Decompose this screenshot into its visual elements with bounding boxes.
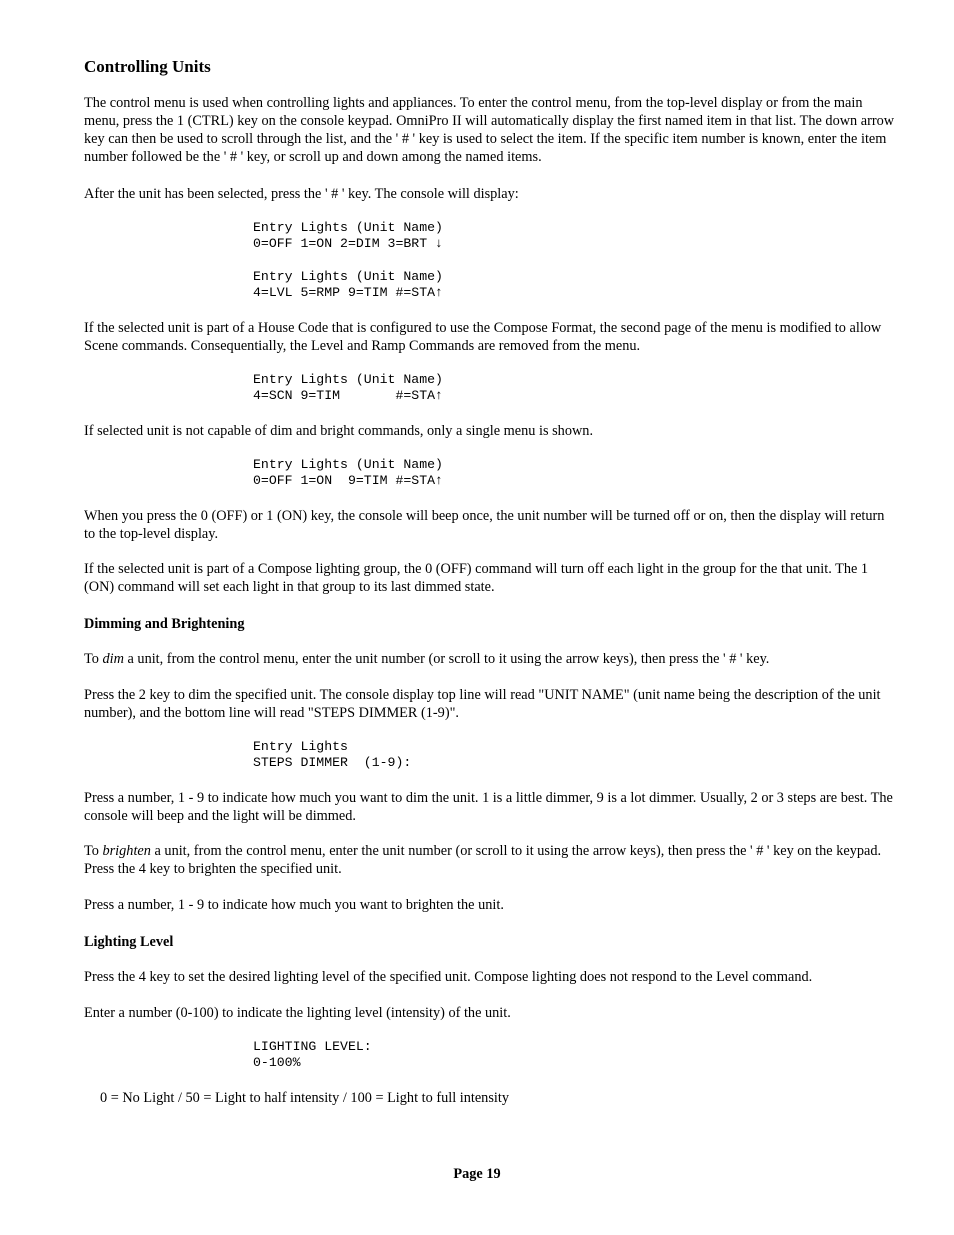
paragraph-compose-group: If the selected unit is part of a Compose lighting group, the 0 (OFF) command will turn off each light in the group for the that unit. The 1 (ON) command will set each light in that group to its last dimmed state. (84, 561, 869, 595)
console-display-4: Entry Lights (Unit Name) 0=OFF 1=ON 9=TIM #=STA↑ (253, 457, 443, 488)
paragraph-dim: To dim a unit, from the control menu, enter the unit number (or scroll to it using the arrow keys), then press the ' # ' key. (84, 651, 770, 667)
console-display-3: Entry Lights (Unit Name) 4=SCN 9=TIM #=STA↑ (253, 372, 443, 403)
paragraph-level-number: Enter a number (0-100) to indicate the lighting level (intensity) of the unit. (84, 1005, 511, 1021)
paragraph-dim-steps: Press a number, 1 - 9 to indicate how much you want to dim the unit. 1 is a little dimmer, 9 is a lot dimmer. Usually, 2 or 3 steps are best. The console will beep and the light will be dimmed. (84, 790, 893, 824)
paragraph-unit-selected: After the unit has been selected, press the ' # ' key. The console will display: (84, 186, 519, 202)
console-display-6: LIGHTING LEVEL: 0-100% (253, 1039, 372, 1070)
paragraph-off-on: When you press the 0 (OFF) or 1 (ON) key, the console will beep once, the unit number will be turned off or on, then the display will return to the top-level display. (84, 508, 885, 542)
paragraph-brighten: To brighten a unit, from the control menu, enter the unit number (or scroll to it using the arrow keys), then press the ' # ' key on the keypad. Press the 4 key to brighten the specified unit. (84, 843, 882, 877)
console-display-1: Entry Lights (Unit Name) 0=OFF 1=ON 2=DIM 3=BRT ↓ (253, 220, 443, 251)
paragraph-level-key: Press the 4 key to set the desired lighting level of the specified unit. Compose lighting does not respond to the Level command. (84, 969, 813, 985)
console-display-2: Entry Lights (Unit Name) 4=LVL 5=RMP 9=TIM #=STA↑ (253, 269, 443, 300)
paragraph-dim-key: Press the 2 key to dim the specified unit. The console display top line will read "UNIT NAME" (unit name being the description of the unit number), and the bottom line will read "STEPS DIMMER (1-9)". (84, 687, 881, 721)
console-display-5: Entry Lights STEPS DIMMER (1-9): (253, 739, 412, 770)
paragraph-compose-format: If the selected unit is part of a House Code that is configured to use the Compose Format, the second page of the menu is modified to allow Scene commands. Consequentially, the Level and Ramp Commands are removed from the menu. (84, 320, 882, 354)
paragraph-brighten-steps: Press a number, 1 - 9 to indicate how much you want to brighten the unit. (84, 897, 504, 913)
section-title: Controlling Units (84, 57, 211, 76)
heading-dimming: Dimming and Brightening (84, 616, 245, 632)
heading-lighting-level: Lighting Level (84, 934, 174, 950)
page-number: Page 19 (453, 1166, 501, 1182)
paragraph-single-menu: If selected unit is not capable of dim and bright commands, only a single menu is shown. (84, 423, 594, 439)
paragraph-control-menu: The control menu is used when controlling lights and appliances. To enter the control menu, from the top-level display or from the main menu, press the 1 (CTRL) key on the console keypad. OmniPro II will automatically display the first named item in that list. The down arrow key can then be used to scroll through the list, and the ' # ' key is used to select the item. If the specific item number is known, enter the item number followed be the ' # ' key, or scroll up and down among the named items. (84, 95, 895, 165)
paragraph-level-legend: 0 = No Light / 50 = Light to half intensity / 100 = Light to full intensity (100, 1090, 509, 1106)
